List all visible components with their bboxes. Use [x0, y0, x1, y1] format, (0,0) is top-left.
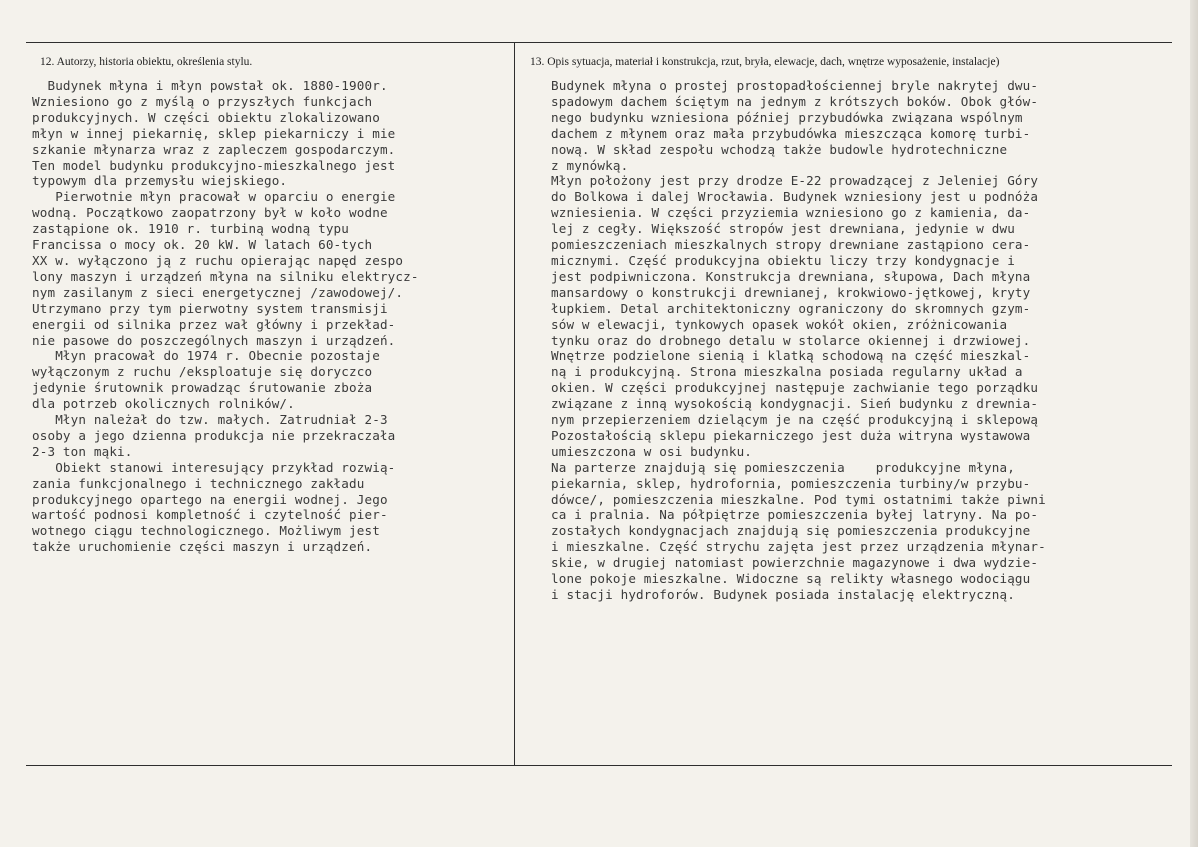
- text-line: zostałych kondygnacjach znajdują się pomieszczenia produkcyjne: [551, 523, 1031, 539]
- text-line: i mieszkalne. Część strychu zajęta jest przez urządzenia młynar-: [551, 539, 1046, 555]
- text-line: Młyn pracował do 1974 r. Obecnie pozostaje: [32, 348, 380, 364]
- text-line: także uruchomienie części maszyn i urządzeń.: [32, 539, 373, 555]
- text-line: nego budynku wzniesiona później przybudówka związana wspólnym: [551, 109, 1023, 125]
- text-line: i stacji hydroforów. Budynek posiada instalację elektryczną.: [551, 587, 1015, 602]
- text-line: Pozostałością sklepu piekarniczego jest duża witryna wystawowa: [551, 427, 1031, 443]
- text-line: nym przepierzeniem dzielącym je na część produkcyjną i sklepową: [551, 412, 1039, 428]
- text-line: 2-3 ton mąki.: [32, 443, 133, 459]
- text-line: do Bolkowa i dalej Wrocławia. Budynek wzniesiony jest u podnóża: [551, 189, 1039, 205]
- top-rule: [26, 42, 1172, 43]
- text-line: z mynówką.: [551, 157, 629, 173]
- text-line: Budynek młyna i młyn powstał ok. 1880-1900r.: [32, 78, 388, 93]
- text-line: wzniesienia. W części przyziemia wzniesiono go z kamienia, da-: [551, 205, 1031, 221]
- text-line: Na parterze znajdują się pomieszczenia produkcyjne młyna,: [551, 459, 1015, 475]
- text-line: Pierwotnie młyn pracował w oparciu o energie: [32, 189, 396, 205]
- text-line: ca i pralnia. Na półpiętrze pomieszczenia byłej latryny. Na po-: [551, 507, 1039, 523]
- text-line: wodną. Początkowo zaopatrzony był w koło wodne: [32, 205, 388, 221]
- text-line: mansardowy o konstrukcji drewnianej, krokwiowo-jętkowej, kryty: [551, 284, 1031, 300]
- text-line: lone pokoje mieszkalne. Widoczne są relikty własnego wodociągu: [551, 571, 1031, 587]
- text-line: wyłączonym z ruchu /eksploatuje się doryczco: [32, 364, 373, 380]
- text-line: dówce/, pomieszczenia mieszkalne. Pod tymi ostatnimi także piwni: [551, 491, 1046, 507]
- text-line: typowym dla przemysłu wiejskiego.: [32, 173, 288, 189]
- text-line: Wzniesiono go z myślą o przyszłych funkcjach: [32, 93, 373, 109]
- text-line: lej z cegły. Większość stropów jest drewniana, jedynie w dwu: [551, 221, 1015, 237]
- text-line: Młyn należał do tzw. małych. Zatrudniał 2-3: [32, 412, 388, 428]
- text-line: Utrzymano przy tym pierwotny system transmisji: [32, 300, 388, 316]
- text-line: osoby a jego dzienna produkcja nie przekraczała: [32, 427, 396, 443]
- description-text: [551, 78, 1197, 603]
- text-line: okien. W części produkcyjnej następuje zachwianie tego porządku: [551, 380, 1039, 396]
- text-line: jedynie śrutownik prowadząc śrutowanie zboża: [32, 380, 373, 396]
- text-line: lony maszyn i urządzeń młyna na silniku elektrycz-: [32, 268, 419, 284]
- text-line: skie, w drugiej natomiast powierzchnie magazynowe i dwa wydzie-: [551, 555, 1039, 571]
- history-text: [32, 78, 518, 555]
- text-line: Obiekt stanowi interesujący przykład rozwią-: [32, 459, 396, 475]
- text-line: sów w elewacji, tynkowych opasek wokół okien, zróżnicowania: [551, 316, 1008, 332]
- text-line: ną i produkcyjną. Strona mieszkalna posiada regularny układ a: [551, 364, 1023, 380]
- text-line: jest podpiwniczona. Konstrukcja drewniana, słupowa, Dach młyna: [551, 268, 1031, 284]
- text-line: produkcyjnego opartego na energii wodnej. Jego: [32, 491, 388, 507]
- text-line: piekarnia, sklep, hydrofornia, pomieszczenia turbiny/w przybu-: [551, 475, 1031, 491]
- text-line: nową. W skład zespołu wchodzą także budowle hydrotechniczne: [551, 141, 1008, 157]
- text-line: wartość podnosi kompletność i czytelność pier-: [32, 507, 388, 523]
- text-line: dachem z młynem oraz mała przybudówka mieszcząca komorę turbi-: [551, 125, 1031, 141]
- text-line: nie pasowe do poszczególnych maszyn i urządzeń.: [32, 332, 396, 348]
- text-line: zania funkcjonalnego i technicznego zakładu: [32, 475, 365, 491]
- text-line: Ten model budynku produkcyjno-mieszkalnego jest: [32, 157, 396, 173]
- text-line: energii od silnika przez wał główny i przekład-: [32, 316, 396, 332]
- text-line: produkcyjnych. W części obiektu zlokalizowano: [32, 109, 380, 125]
- text-line: tynku oraz do drobnego detalu w stolarce okiennej i drzwiowej.: [551, 332, 1031, 348]
- text-line: micznymi. Część produkcyjna obiektu liczy trzy kondygnacje i: [551, 252, 1015, 268]
- text-line: Młyn położony jest przy drodze E-22 prowadzącej z Jeleniej Góry: [551, 173, 1039, 189]
- text-line: szkanie młynarza wraz z zapleczem gospodarczym.: [32, 141, 396, 157]
- section-12-heading: 12. Autorzy, historia obiektu, określenia stylu.: [40, 56, 253, 68]
- bottom-rule: [26, 765, 1172, 766]
- text-line: pomieszczeniach mieszkalnych stropy drewniane zastąpiono cera-: [551, 237, 1031, 253]
- text-line: Francissa o mocy ok. 20 kW. W latach 60-tych: [32, 237, 373, 253]
- text-line: wotnego ciągu technologicznego. Możliwym jest: [32, 523, 380, 539]
- text-line: nym zasilanym z sieci energetycznej /zawodowej/.: [32, 284, 404, 300]
- text-line: związane z inną wysokością kondygnacji. Sień budynku z drewnia-: [551, 396, 1039, 412]
- text-line: łupkiem. Detal architektoniczny ograniczony do skromnych gzym-: [551, 300, 1031, 316]
- text-line: młyn w innej piekarnię, sklep piekarniczy i mie: [32, 125, 396, 141]
- text-line: umieszczona w osi budynku.: [551, 443, 753, 459]
- text-line: Wnętrze podzielone sienią i klatką schodową na część mieszkal-: [551, 348, 1031, 364]
- text-line: Budynek młyna o prostej prostopadłościennej bryle nakrytej dwu-: [551, 78, 1039, 93]
- text-line: spadowym dachem ściętym na jednym z krótszych boków. Obok głów-: [551, 93, 1039, 109]
- section-13-heading: 13. Opis sytuacja, materiał i konstrukcja, rzut, bryła, elewacje, dach, wnętrze wyposażenie, instalacje): [530, 56, 1000, 68]
- text-line: XX w. wyłączono ją z ruchu opierając napęd zespo: [32, 252, 404, 268]
- text-line: dla potrzeb okolicznych rolników/.: [32, 396, 295, 412]
- text-line: zastąpione ok. 1910 r. turbiną wodną typu: [32, 221, 350, 237]
